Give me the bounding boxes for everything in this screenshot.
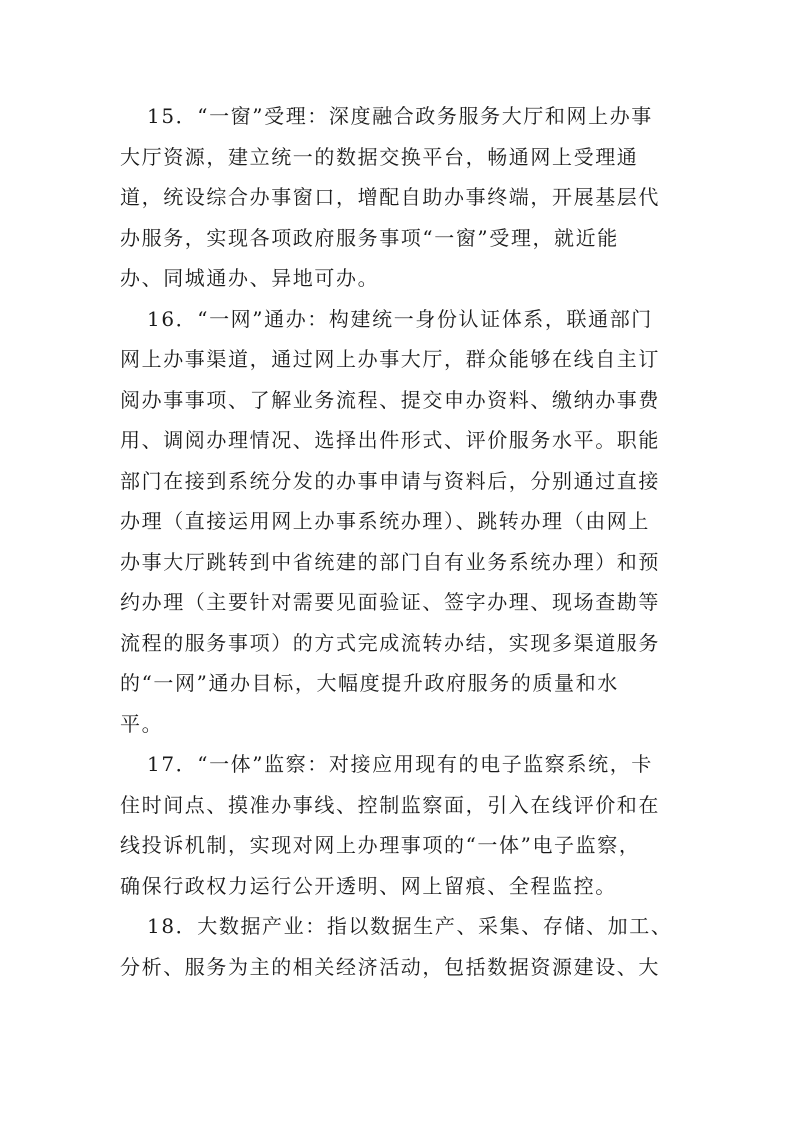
paragraph-17-line-1: 17．“一体”监察：对接应用现有的电子监察系统，卡 bbox=[147, 752, 653, 776]
paragraph-16-line-8: 约办理（主要针对需要见面验证、签字办理、现场查勘等 bbox=[120, 590, 660, 614]
paragraph-17-line-4: 确保行政权力运行公开透明、网上留痕、全程监控。 bbox=[120, 873, 617, 898]
paragraph-16-line-3: 阅办事事项、了解业务流程、提交申办资料、缴纳办事费 bbox=[120, 387, 660, 412]
paragraph-15-line-2: 大厅资源，建立统一的数据交换平台，畅通网上受理通 bbox=[120, 144, 639, 169]
paragraph-18-line-1: 18．大数据产业：指以数据生产、采集、存储、加工、 bbox=[147, 914, 673, 938]
paragraph-16-line-5: 部门在接到系统分发的办事申请与资料后，分别通过直接 bbox=[120, 468, 660, 493]
paragraph-16-line-7: 办事大厅跳转到中省统建的部门自有业务系统办理）和预 bbox=[120, 549, 660, 574]
paragraph-18-line-2: 分析、服务为主的相关经济活动，包括数据资源建设、大 bbox=[120, 954, 660, 979]
paragraph-16-line-1: 16．“一网”通办：构建统一身份认证体系，联通部门 bbox=[147, 306, 653, 331]
paragraph-15-line-3: 道，统设综合办事窗口，增配自助办事终端，开展基层代 bbox=[120, 185, 660, 209]
paragraph-17-line-2: 住时间点、摸准办事线、控制监察面，引入在线评价和在 bbox=[120, 792, 660, 817]
paragraph-17-line-3: 线投诉机制，实现对网上办理事项的“一体”电子监察， bbox=[120, 833, 641, 857]
paragraph-16-line-10: 的“一网”通办目标，大幅度提升政府服务的质量和水 bbox=[120, 671, 619, 695]
paragraph-15-line-4: 办服务，实现各项政府服务事项“一窗”受理，就近能 bbox=[120, 225, 619, 250]
paragraph-16-line-9: 流程的服务事项）的方式完成流转办结，实现多渠道服务 bbox=[120, 630, 660, 655]
paragraph-16-line-11: 平。 bbox=[120, 711, 164, 736]
paragraph-16-line-4: 用、调阅办理情况、选择出件形式、评价服务水平。职能 bbox=[120, 428, 660, 452]
paragraph-16-line-6: 办理（直接运用网上办事系统办理）、跳转办理（由网上 bbox=[120, 509, 650, 533]
paragraph-15-line-5: 办、同城通办、异地可办。 bbox=[120, 266, 380, 290]
paragraph-16-line-2: 网上办事渠道，通过网上办事大厅，群众能够在线自主订 bbox=[120, 347, 660, 371]
document-body bbox=[120, 96, 673, 987]
paragraph-15-line-1: 15．“一窗”受理：深度融合政务服务大厅和网上办事 bbox=[147, 104, 653, 128]
